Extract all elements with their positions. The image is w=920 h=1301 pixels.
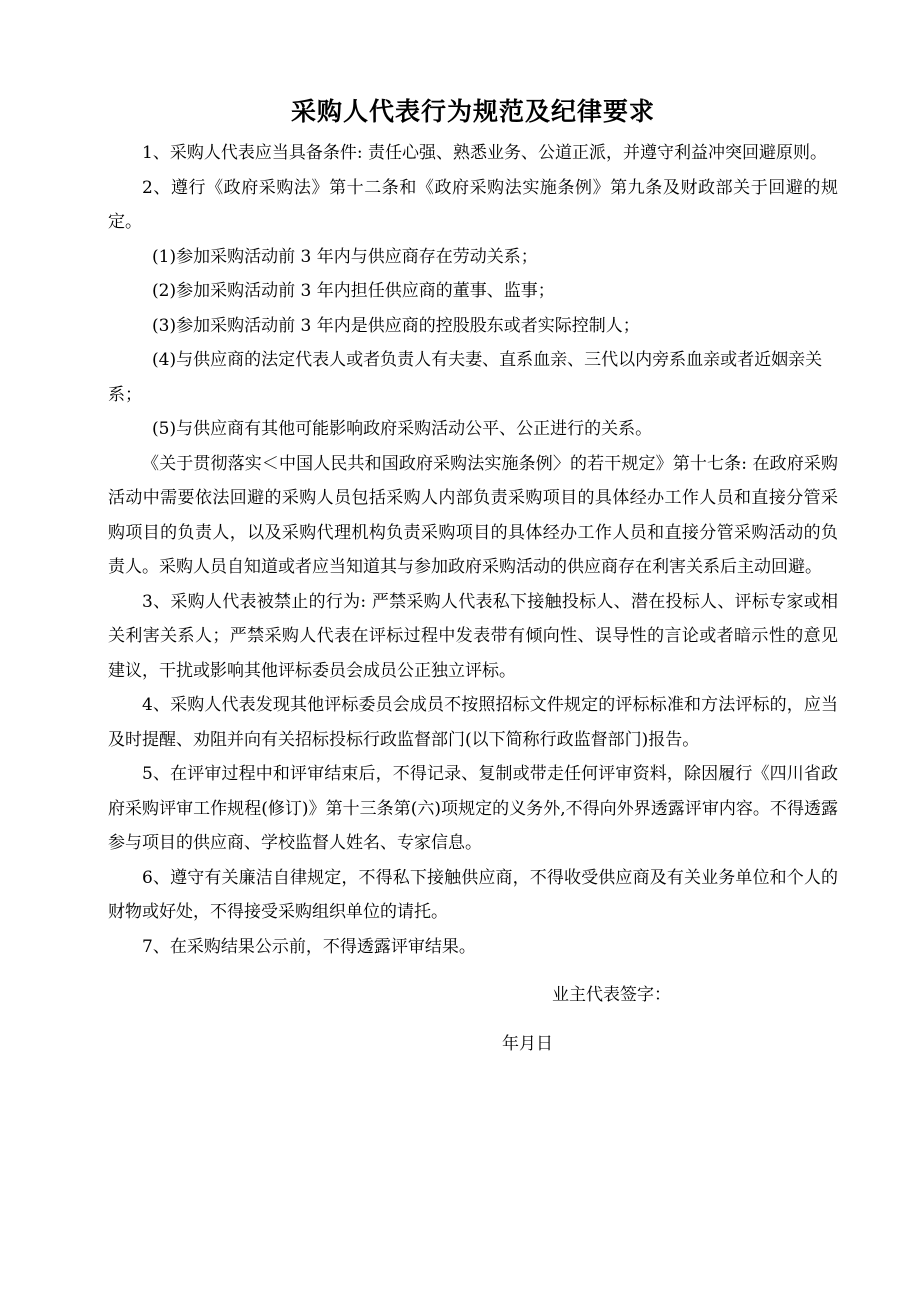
paragraph-3: 3、采购人代表被禁止的行为: 严禁采购人代表私下接触投标人、潜在投标人、评标专家或相关利害关系人；严禁采购人代表在评标过程中发表带有倾向性、误导性的言论或者暗示性的意见建议，干扰或影响其他评标委员会成员公正独立评标。 <box>108 591 838 681</box>
list-item-3: (3)参加采购活动前 3 年内是供应商的控股股东或者实际控制人； <box>152 315 640 336</box>
list-item-1: (1)参加采购活动前 3 年内与供应商存在劳动关系； <box>152 246 538 267</box>
document-title: 采购人代表行为规范及纪律要求 <box>290 97 655 126</box>
paragraph-4: 4、采购人代表发现其他评标委员会成员不按照招标文件规定的评标标准和方法评标的，应当及时提醒、劝阻并向有关招标投标行政监督部门(以下简称行政监督部门)报告。 <box>108 695 838 750</box>
signature-label: 业主代表签字： <box>552 985 671 1005</box>
list-item-4: (4)与供应商的法定代表人或者负责人有夫妻、直系血亲、三代以内旁系血亲或者近姻亲关系； <box>108 350 823 405</box>
list-item-2: (2)参加采购活动前 3 年内担任供应商的董事、监事； <box>152 281 555 301</box>
paragraph-1: 1、采购人代表应当具备条件: 责任心强、熟悉业务、公道正派，并遵守利益冲突回避原则。 <box>142 143 827 163</box>
paragraph-7: 7、在采购结果公示前，不得透露评审结果。 <box>142 936 476 957</box>
date-label: 年月日 <box>502 1033 553 1054</box>
document-page <box>108 92 838 1061</box>
paragraph-2: 2、遵行《政府采购法》第十二条和《政府采购法实施条例》第九条及财政部关于回避的规定。 <box>108 177 838 232</box>
paragraph-regulation: 《关于贯彻落实＜中国人民共和国政府采购法实施条例〉的若干规定》第十七条: 在政府采购活动中需要依法回避的采购人员包括采购人内部负责采购项目的具体经办工作人员和直接分管采购项目的负责人，以及采购代理机构负责采购项目的具体经办工作人员和直接分管采购活动的负责人。采购人员自知道或者应当知道其与参加政府采购活动的供应商存在利害关系后主动回避。 <box>108 453 838 577</box>
paragraph-5: 5、在评审过程中和评审结束后，不得记录、复制或带走任何评审资料，除因履行《四川省政府采购评审工作规程(修订)》第十三条第(六)项规定的义务外,不得向外界透露评审内容。不得透露参与项目的供应商、学校监督人姓名、专家信息。 <box>108 764 838 853</box>
paragraph-6: 6、遵守有关廉洁自律规定，不得私下接触供应商，不得收受供应商及有关业务单位和个人的财物或好处，不得接受采购组织单位的请托。 <box>108 867 838 922</box>
list-item-5: (5)与供应商有其他可能影响政府采购活动公平、公正进行的关系。 <box>152 419 653 439</box>
